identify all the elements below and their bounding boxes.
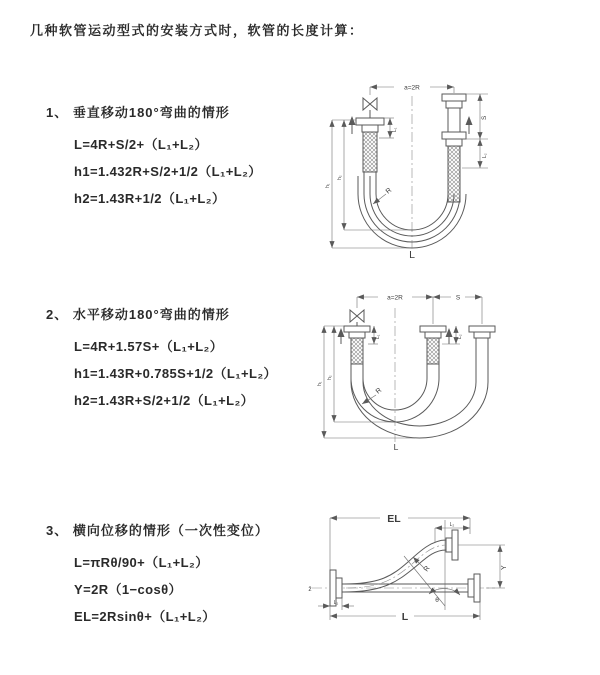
dim-label-l2: L₂ xyxy=(482,153,488,158)
diagram-lateral-displacement xyxy=(300,498,600,668)
movement-arrow-left xyxy=(349,116,356,134)
dim-label-l1: L₁ xyxy=(392,127,398,132)
section-1-formulas xyxy=(74,131,262,212)
braided-hose xyxy=(448,146,460,202)
right-pipe-end xyxy=(469,326,495,344)
section-3-heading: 3、 横向位移的情形（一次性变位） xyxy=(46,523,269,538)
section-1-heading: 1、 垂直移动180°弯曲的情形 xyxy=(46,105,230,120)
section-2-heading: 2、 水平移动180°弯曲的情形 xyxy=(46,307,230,322)
diagram-horizontal-bend xyxy=(310,282,600,467)
section-horizontal-bend xyxy=(46,304,277,414)
dim-label-a2r: a=2R xyxy=(404,84,420,92)
formula-h2: h2=1.43R+S/2+1/2（L₁+L₂） xyxy=(74,393,255,408)
radius-line xyxy=(404,556,445,606)
radius-label: R xyxy=(384,186,394,196)
dim-label-l2: L₂ xyxy=(457,334,463,339)
formula-h1: h1=1.43R+0.785S+1/2（L₁+L₂） xyxy=(74,366,277,381)
left-pipe-end xyxy=(356,118,384,172)
dim-label-l: L xyxy=(401,611,409,623)
section-vertical-bend xyxy=(46,102,262,212)
movement-arrow-left xyxy=(338,328,345,344)
formula-y: Y=2R（1−cosθ） xyxy=(74,582,182,597)
dim-label-y: Y xyxy=(501,565,508,570)
hose-u-bends xyxy=(351,344,488,438)
upper-flange xyxy=(446,530,458,560)
dim-label-l2: L₂ xyxy=(449,522,455,528)
angle-label: θ xyxy=(435,597,439,604)
formula-h2: h2=1.43R+1/2（L₁+L₂） xyxy=(74,191,226,206)
valve-icon xyxy=(350,310,364,326)
diagram-vertical-bend xyxy=(312,72,600,262)
page-title: 几种软管运动型式的安装方式时，软管的长度计算： xyxy=(30,23,364,38)
length-label: L xyxy=(409,249,415,261)
dim-label-h1: h₁ xyxy=(325,183,331,188)
dim-label-h1: h₁ xyxy=(317,381,323,386)
dim-label-l1: L₁ xyxy=(333,600,339,606)
radius-label: R xyxy=(374,386,384,396)
dim-label-s: S xyxy=(481,115,488,120)
movement-arrow-middle xyxy=(446,328,453,344)
movement-arrow-right xyxy=(466,116,473,134)
centerline-break-mark: z̄ xyxy=(308,586,312,593)
dim-label-h2: h₂ xyxy=(327,375,333,380)
formula-el: EL=2Rsinθ+（L₁+L₂） xyxy=(74,609,216,624)
dimension-y xyxy=(458,545,505,588)
dim-label-l1: L₁ xyxy=(375,334,381,339)
braided-hose xyxy=(351,338,363,364)
section-lateral-displacement xyxy=(46,520,269,630)
radius-label: R xyxy=(422,564,432,574)
section-3-formulas xyxy=(74,549,269,630)
valve-icon xyxy=(363,98,377,118)
radius-leader xyxy=(373,194,386,204)
formula-length: L=4R+S/2+（L₁+L₂） xyxy=(74,137,208,152)
dim-label-h2: h₂ xyxy=(337,175,343,180)
length-label: L xyxy=(393,442,399,452)
dim-label-s: S xyxy=(455,294,461,302)
middle-pipe-end xyxy=(420,326,446,364)
left-pipe-end xyxy=(344,326,370,364)
formula-h1: h1=1.432R+S/2+1/2（L₁+L₂） xyxy=(74,164,262,179)
dim-label-el: EL xyxy=(387,513,401,525)
dim-label-a2r: a=2R xyxy=(387,294,403,302)
section-2-formulas xyxy=(74,333,277,414)
formula-length: L=4R+1.57S+（L₁+L₂） xyxy=(74,339,224,354)
braided-hose xyxy=(427,338,439,364)
right-pipe-end xyxy=(442,94,466,202)
formula-length: L=πRθ/90+（L₁+L₂） xyxy=(74,555,209,570)
dimension-h2 xyxy=(334,326,395,422)
braided-hose xyxy=(363,132,377,172)
